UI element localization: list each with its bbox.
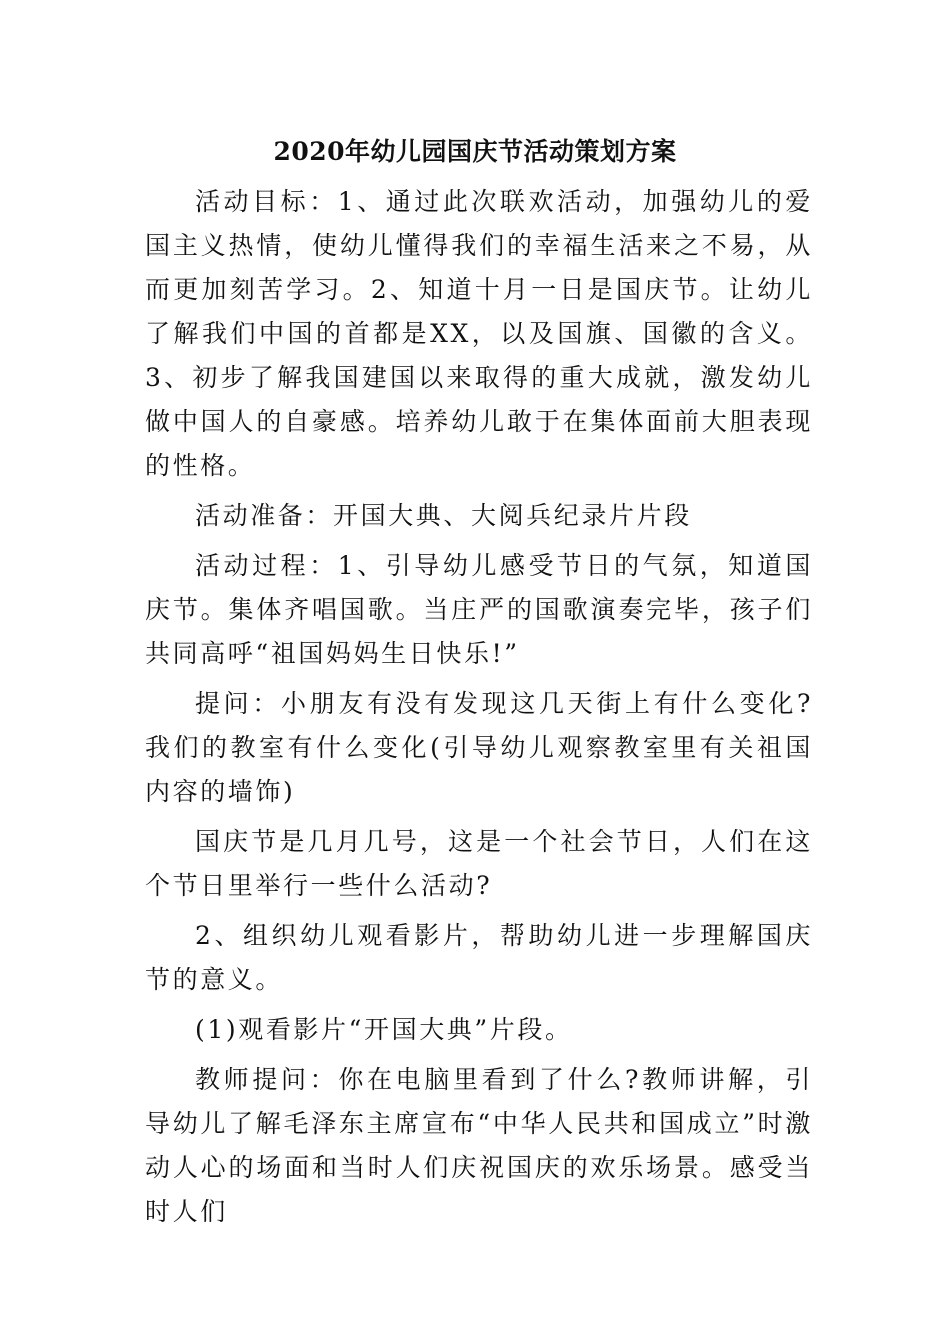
paragraph-question: 提问：小朋友有没有发现这几天街上有什么变化?我们的教室有什么变化(引导幼儿观察教室里有关祖国内容的墙饰) (145, 689, 813, 806)
paragraph-teacher-question: 教师提问：你在电脑里看到了什么?教师讲解，引导幼儿了解毛泽东主席宣布“中华人民共和国成立”时激动人心的场面和当时人们庆祝国庆的欢乐场景。感受当时人们 (145, 1065, 813, 1226)
document-title: 2020年幼儿园国庆节活动策划方案 (273, 137, 677, 166)
document-body (145, 180, 813, 1240)
paragraph-goals: 活动目标：1、通过此次联欢活动，加强幼儿的爱国主义热情，使幼儿懂得我们的幸福生活来之不易，从而更加刻苦学习。2、知道十月一日是国庆节。让幼儿了解我们中国的首都是XX，以及国旗、国徽的含义。3、初步了解我国建国以来取得的重大成就，激发幼儿做中国人的自豪感。培养幼儿敢于在集体面前大胆表现的性格。 (145, 187, 813, 480)
paragraph-process: 活动过程：1、引导幼儿感受节日的气氛，知道国庆节。集体齐唱国歌。当庄严的国歌演奏完毕，孩子们共同高呼“祖国妈妈生日快乐!” (145, 551, 813, 668)
paragraph-film: 2、组织幼儿观看影片，帮助幼儿进一步理解国庆节的意义。 (145, 921, 813, 994)
paragraph-preparation: 活动准备：开国大典、大阅兵纪录片片段 (195, 501, 692, 530)
paragraph-national-day: 国庆节是几月几号，这是一个社会节日，人们在这个节日里举行一些什么活动? (145, 827, 813, 900)
paragraph-film-item: (1)观看影片“开国大典”片段。 (195, 1015, 573, 1044)
